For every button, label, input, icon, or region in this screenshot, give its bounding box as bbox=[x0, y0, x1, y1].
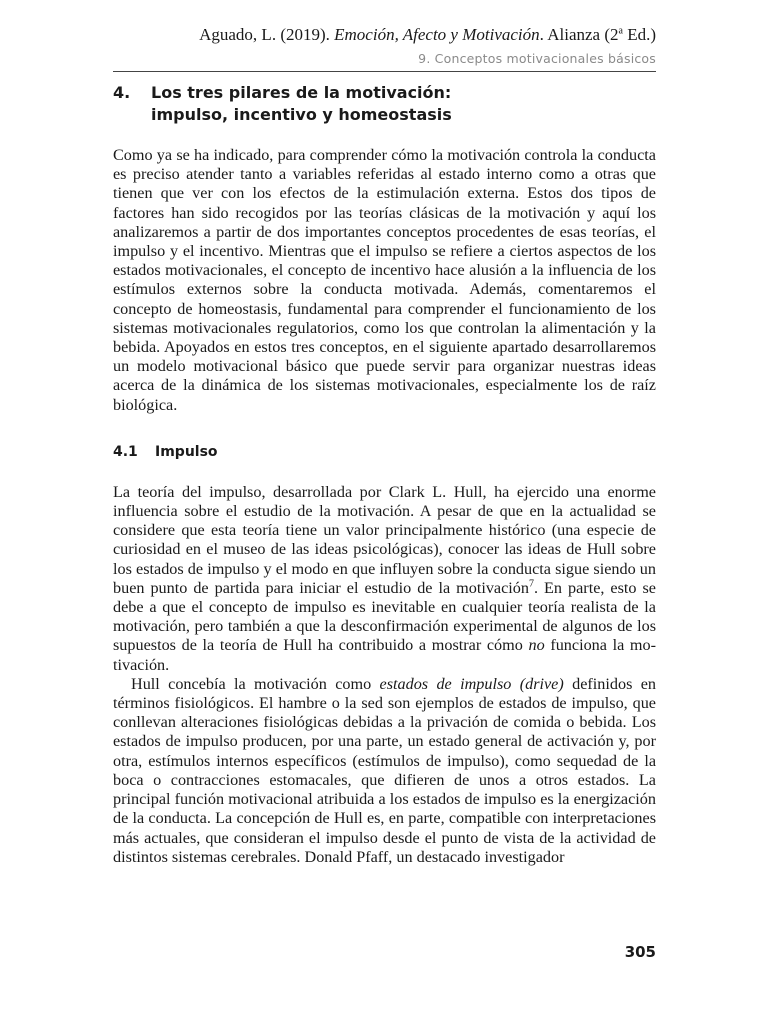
citation-header bbox=[113, 24, 656, 46]
citation-title: Emoción, Afecto y Motivación bbox=[334, 25, 540, 44]
paragraph3-emphasis: estados de impulso (drive) bbox=[379, 674, 564, 693]
intro-paragraph: Como ya se ha indicado, para comprender cómo la motivación controla la conducta es preciso atender tanto a variables referidas al estado interno como a otras que tienen que ver con los efectos de la estimulación externa. Estos dos tipos de factores han sido recogidos por las teorías clásicas de la motivación y aquí los analizaremos a partir de dos importantes conceptos procedentes de esas teorías, el impulso y el incentivo. Mientras que el impulso se refiere a ciertos aspectos de los estados motivacionales, el concepto de incentivo hace alusión a la influencia de los estímulos externos sobre la conducta motivada. Además, comentaremos el concepto de homeostasis, fundamental para comprender el funcionamiento de los sistemas motivacionales regulatorios, como los que controlan la alimentación y la bebida. Apoyados en estos tres conceptos, en el siguiente apartado desarrollaremos un modelo motivacional básico que puede servir para organizar nuestras ideas acerca de la dinámica de los sistemas motivacionales, especialmente los de raíz biológica. bbox=[113, 146, 656, 414]
paragraph2-part1: La teoría del impulso, desarrollada por Clark L. Hull, ha ejercido una enorme influencia sobre el estudio de la motivación. A pesar de que en la actualidad se considere que esta teoría tiene un valor principalmente histórico (una especie de curiosidad en el museo de las ideas psicológicas), conocer las ideas de Hull sobre los estados de impulso y el modo en que influyen sobre la conducta sigue siendo un buen punto de partida para iniciar el estudio de la motivación bbox=[113, 482, 656, 597]
paragraph2-part3: funciona la motivación. bbox=[113, 636, 657, 674]
paragraph3-part1: Hull concebía la motivación como bbox=[131, 674, 380, 693]
paragraph-impulse-theory bbox=[113, 483, 656, 675]
subsection-number: 4.1 bbox=[113, 443, 138, 460]
citation-suffix-2: Ed.) bbox=[622, 25, 656, 44]
subsection-title: Impulso bbox=[155, 443, 218, 460]
paragraph-hull-motivation bbox=[113, 675, 656, 867]
subsection-heading bbox=[113, 443, 656, 461]
footnote-marker[interactable]: 7 bbox=[529, 578, 534, 590]
section-title-line2: impulso, incentivo y homeostasis bbox=[151, 105, 452, 124]
paragraph3-part2: definidos en términos fisiológicos. El hambre o la sed son ejemplos de estados de impulso, que conllevan alteraciones fisiológicas debidas a la privación de comida o bebida. Los estados de impulso producen, por una parte, un estado general de activación y, por otra, estímulos internos específicos (estímulos de impulso), como sequedad de la boca o contracciones estomacales, que difieren de unos a otros estados. La principal función motivacional atribuida a los estados de impulso es la energización de la conducta. La concepción de Hull es, en parte, compatible con interpretaciones más actuales, que consideran el impulso desde el punto de vista de la actividad de distintos sistemas cerebrales. Donald Pfaff, un destacado investigador bbox=[113, 674, 656, 866]
paragraph2-part2: . En parte, esto se debe a que el concepto de impulso es inevitable en cualquier teoría realista de la motivación, pero también a que la desconfirmación experimental de algunos de los supuestos de la teoría de Hull ha contribuido a mostrar cómo bbox=[113, 578, 656, 655]
citation-superscript: a bbox=[618, 25, 623, 37]
page-number: 305 bbox=[624, 943, 656, 961]
paragraph2-emphasis: no bbox=[528, 636, 545, 655]
page-content bbox=[113, 24, 656, 867]
section-title-line1: Los tres pilares de la motivación: bbox=[151, 83, 452, 102]
section-number: 4. bbox=[113, 83, 131, 102]
section-heading bbox=[113, 82, 656, 126]
header-rule bbox=[113, 71, 656, 72]
running-head: 9. Conceptos motivacionales básicos bbox=[418, 51, 656, 66]
citation-prefix: Aguado, L. (2019). bbox=[199, 25, 335, 44]
citation-suffix: . Alianza (2 bbox=[539, 25, 619, 44]
section-title bbox=[151, 82, 452, 126]
